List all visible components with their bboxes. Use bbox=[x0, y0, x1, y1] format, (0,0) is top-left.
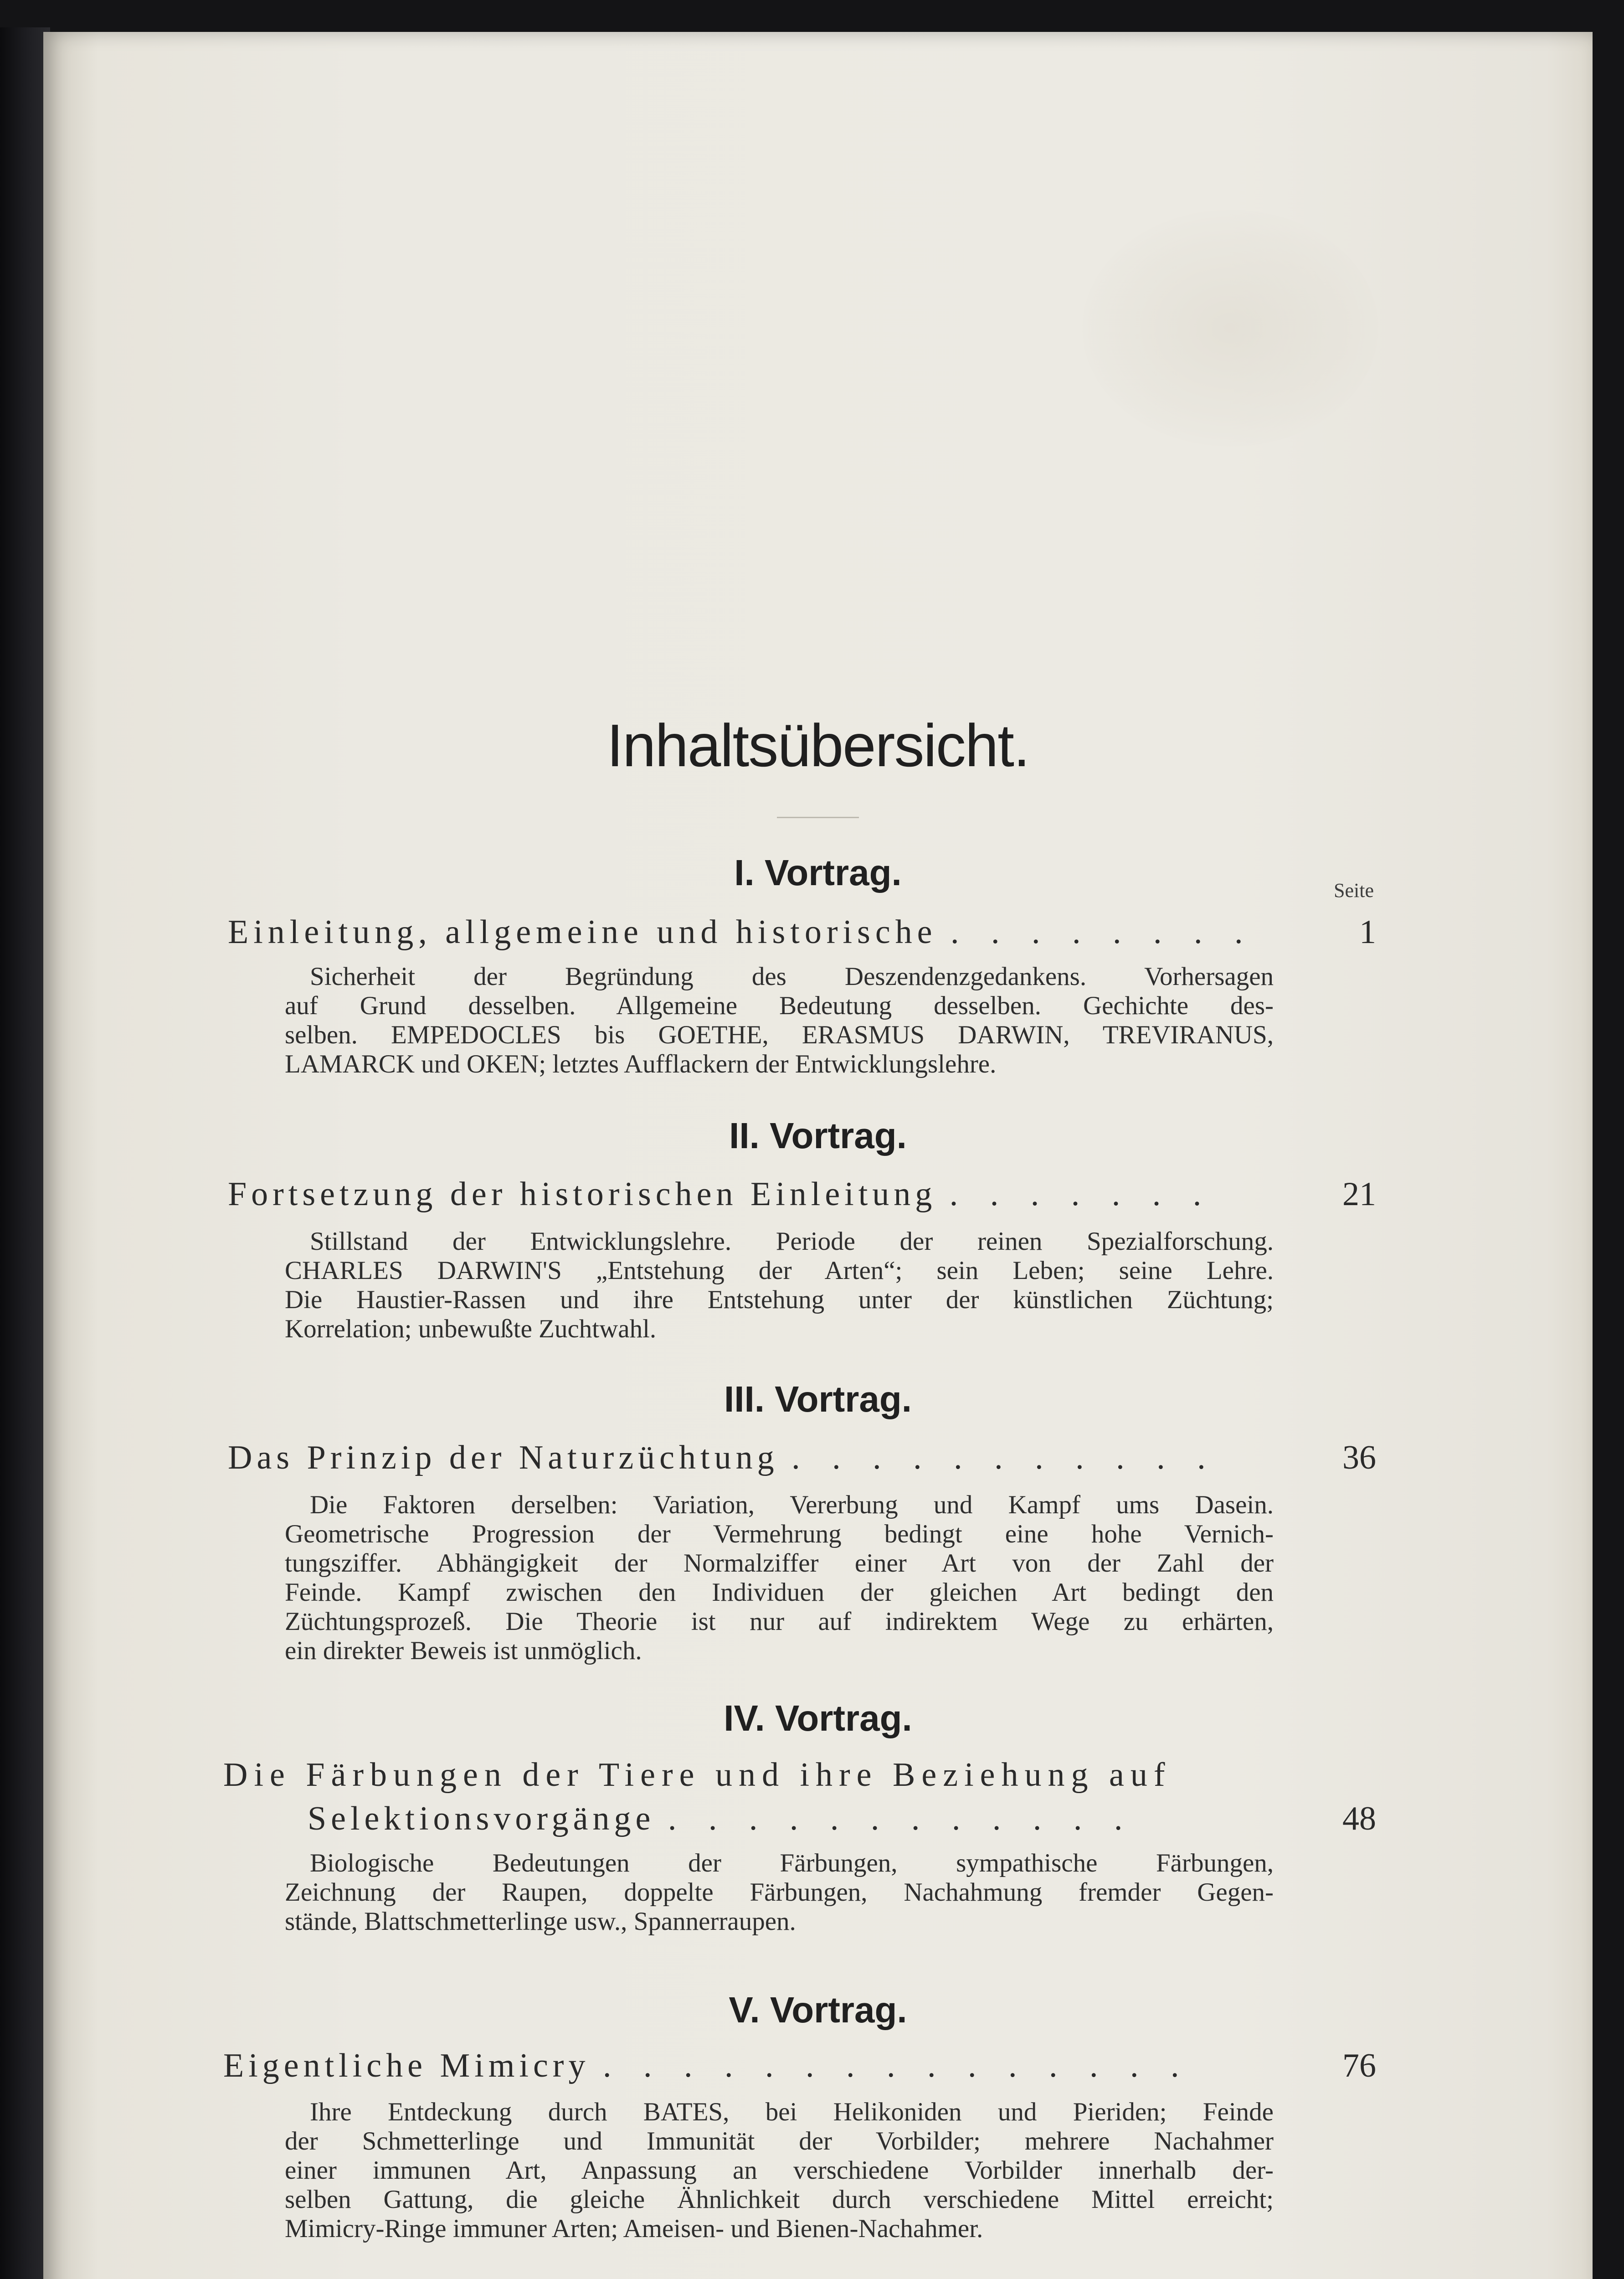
section-summary bbox=[285, 1227, 1274, 1344]
page-sheet bbox=[43, 32, 1593, 2279]
summary-line: Zeichnung der Raupen, doppelte Färbungen, Nachahmung fremder Gegen- bbox=[285, 1878, 1274, 1907]
summary-line: Die Haustier-Rassen und ihre Entstehung unter der künstlichen Züchtung; bbox=[285, 1285, 1274, 1314]
summary-line: Ihre Entdeckung durch BATES, bei Helikoniden und Pieriden; Feinde bbox=[310, 2098, 1274, 2126]
toc-page-number: 48 bbox=[1342, 1800, 1376, 1837]
toc-page-number: 1 bbox=[1359, 913, 1376, 951]
dot-leader: . . . . . . . . . . . . . . . bbox=[602, 2047, 1191, 2084]
toc-entry-title: Das Prinzip der Naturzüchtung . . . . . . . . . . . bbox=[228, 1439, 1218, 1476]
summary-line: selben Gattung, die gleiche Ähnlichkeit durch verschiedene Mittel erreicht; bbox=[285, 2185, 1274, 2214]
page-title: Inhaltsübersicht. bbox=[606, 712, 1029, 779]
summary-line: Geometrische Progression der Vermehrung bedingt eine hohe Vernich- bbox=[285, 1520, 1274, 1548]
summary-line: Sicherheit der Begründung des Deszendenzgedankens. Vorhersagen bbox=[310, 962, 1274, 991]
summary-line: Mimicry-Ringe immuner Arten; Ameisen- und Bienen-Nachahmer. bbox=[285, 2214, 983, 2243]
section-summary bbox=[285, 1849, 1274, 1936]
summary-line: Feinde. Kampf zwischen den Individuen der gleichen Art bedingt den bbox=[285, 1578, 1274, 1607]
title-rule bbox=[777, 817, 859, 818]
toc-entry bbox=[223, 1751, 1376, 1842]
toc-entry-title: Fortsetzung der historischen Einleitung . . . . . . . bbox=[228, 1176, 1213, 1213]
dot-leader: . . . . . . . bbox=[949, 1176, 1213, 1213]
lecture-heading: V. Vortrag. bbox=[729, 1990, 907, 2030]
section-1 bbox=[43, 850, 1593, 1079]
summary-line: Stillstand der Entwicklungslehre. Periode der reinen Spezialforschung. bbox=[310, 1227, 1274, 1256]
toc-page-number: 21 bbox=[1342, 1176, 1376, 1213]
book-spine bbox=[0, 27, 50, 2279]
summary-line: Züchtungsprozeß. Die Theorie ist nur auf indirektem Wege zu erhärten, bbox=[285, 1607, 1274, 1636]
summary-line: Biologische Bedeutungen der Färbungen, sympathische Färbungen, bbox=[310, 1849, 1274, 1877]
section-4 bbox=[43, 1696, 1593, 1936]
section-2 bbox=[43, 1113, 1593, 1344]
summary-line: ein direkter Beweis ist unmöglich. bbox=[285, 1636, 642, 1665]
toc-entry bbox=[228, 908, 1376, 956]
summary-line: stände, Blattschmetterlinge usw., Spannerraupen. bbox=[285, 1907, 796, 1936]
section-summary bbox=[285, 1490, 1274, 1665]
section-summary bbox=[285, 2098, 1274, 2243]
toc-entry bbox=[228, 1170, 1376, 1218]
toc-entry bbox=[223, 2042, 1376, 2089]
dot-leader: . . . . . . . . . . . bbox=[791, 1439, 1218, 1476]
summary-line: tungsziffer. Abhängigkeit der Normalziffer einer Art von der Zahl der bbox=[285, 1549, 1274, 1578]
summary-line: auf Grund desselben. Allgemeine Bedeutung desselben. Gechichte des- bbox=[285, 991, 1274, 1020]
summary-line: einer immunen Art, Anpassung an verschiedene Vorbilder innerhalb der- bbox=[285, 2156, 1274, 2185]
toc-entry-title-continued: Selektionsvorgänge . . . . . . . . . . . . bbox=[308, 1800, 1135, 1837]
summary-line: Korrelation; unbewußte Zuchtwahl. bbox=[285, 1315, 657, 1343]
summary-line: CHARLES DARWIN'S „Entstehung der Arten“; sein Leben; seine Lehre. bbox=[285, 1256, 1274, 1285]
toc-page-number: 76 bbox=[1342, 2047, 1376, 2084]
lecture-heading: I. Vortrag. bbox=[734, 852, 902, 893]
summary-line: Die Faktoren derselben: Variation, Vererbung und Kampf ums Dasein. bbox=[310, 1490, 1274, 1519]
section-3 bbox=[43, 1377, 1593, 1665]
summary-line: LAMARCK und OKEN; letztes Aufflackern der Entwicklungslehre. bbox=[285, 1050, 997, 1078]
section-summary bbox=[285, 962, 1274, 1079]
dot-leader: . . . . . . . . . . . . bbox=[668, 1800, 1135, 1837]
paper-stain bbox=[1082, 210, 1378, 447]
lecture-heading: II. Vortrag. bbox=[729, 1115, 907, 1156]
lecture-heading: III. Vortrag. bbox=[724, 1379, 912, 1419]
summary-line: selben. EMPEDOCLES bis GOETHE, ERASMUS DARWIN, TREVIRANUS, bbox=[285, 1021, 1274, 1049]
toc-page-number: 36 bbox=[1342, 1439, 1376, 1476]
dot-leader: . . . . . . . . bbox=[951, 913, 1255, 951]
toc-entry-title: Die Färbungen der Tiere und ihre Beziehung auf bbox=[223, 1756, 1172, 1794]
toc-entry-title: Einleitung, allgemeine und historische . . . . . . . . bbox=[228, 913, 1255, 951]
summary-line: der Schmetterlinge und Immunität der Vorbilder; mehrere Nachahmer bbox=[285, 2127, 1274, 2155]
page-column-label: Seite bbox=[1334, 879, 1374, 902]
section-5 bbox=[43, 1987, 1593, 2243]
toc-entry bbox=[228, 1434, 1376, 1481]
lecture-heading: IV. Vortrag. bbox=[724, 1698, 912, 1738]
toc-entry-title: Eigentliche Mimicry . . . . . . . . . . . . . . . bbox=[223, 2047, 1191, 2084]
